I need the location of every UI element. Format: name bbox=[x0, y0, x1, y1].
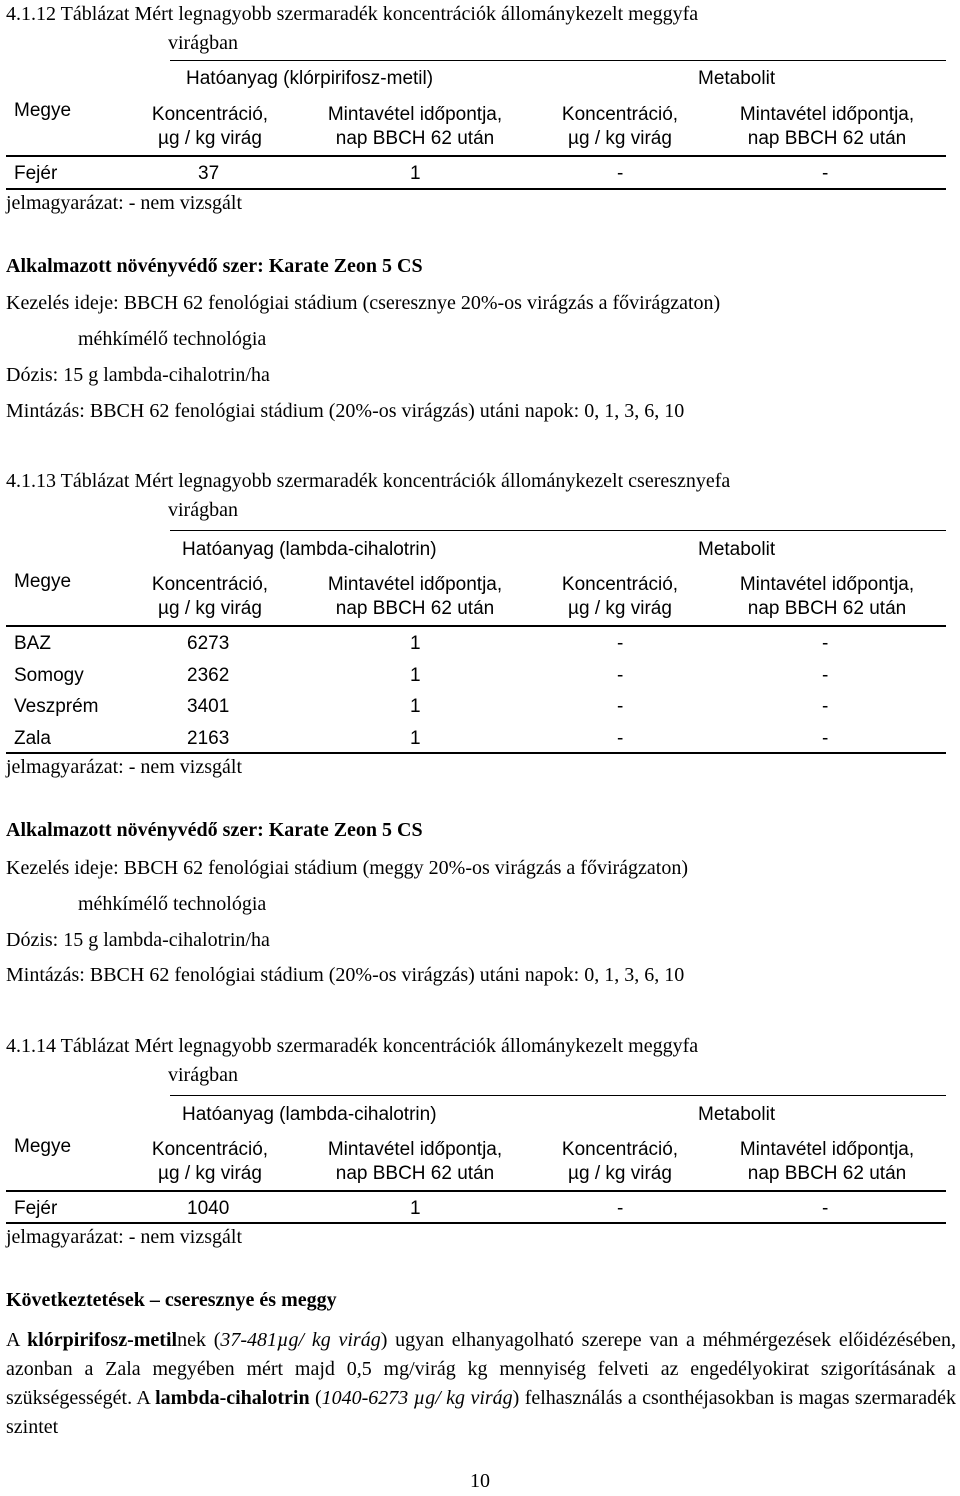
section1-heading: Alkalmazott növényvédő szer: Karate Zeon 5 CS bbox=[6, 255, 423, 277]
table1-group-left: Hatóanyag (klórpirifosz-metil) bbox=[186, 68, 434, 89]
table2-h-konc: Koncentráció, µg / kg virág bbox=[151, 574, 269, 619]
table3-header-rule bbox=[6, 1190, 946, 1192]
table1-h-met-konc: Koncentráció, µg / kg virág bbox=[561, 104, 679, 149]
table2-group-right: Metabolit bbox=[698, 539, 776, 560]
section2-mintazas: Mintázás: BBCH 62 fenológiai stádium (20%-os virágzás) utáni napok: 0, 1, 3, 6, 10 bbox=[6, 964, 685, 986]
conclusion-heading: Következtetések – cseresznye és meggy bbox=[6, 1289, 337, 1311]
table2-caption: 4.1.13 Táblázat Mért legnagyobb szermaradék koncentrációk állománykezelt cseresznyefa virágban bbox=[6, 470, 731, 521]
section2-technologia: méhkímélő technológia bbox=[78, 893, 267, 915]
table3-caption: 4.1.14 Táblázat Mért legnagyobb szermaradék koncentrációk állománykezelt meggyfa virágban bbox=[6, 1035, 699, 1086]
table2-legend: jelmagyarázat: - nem vizsgált bbox=[6, 756, 243, 778]
table1-h-met-mint: Mintavétel időpontja, nap BBCH 62 után bbox=[739, 104, 915, 149]
table3-h-met-mint: Mintavétel időpontja, nap BBCH 62 után bbox=[739, 1139, 915, 1184]
table1-header-rule bbox=[6, 155, 946, 157]
table3-h-mint: Mintavétel időpontja, nap BBCH 62 után bbox=[327, 1139, 503, 1184]
section1-mintazas: Mintázás: BBCH 62 fenológiai stádium (20%-os virágzás) utáni napok: 0, 1, 3, 6, 10 bbox=[6, 400, 685, 422]
table3-h-konc: Koncentráció, µg / kg virág bbox=[151, 1139, 269, 1184]
table1-legend: jelmagyarázat: - nem vizsgált bbox=[6, 192, 243, 214]
table1-h-konc: Koncentráció, µg / kg virág bbox=[151, 104, 269, 149]
table1-top-rule bbox=[170, 60, 946, 61]
section1-technologia: méhkímélő technológia bbox=[78, 328, 267, 350]
table3-top-rule bbox=[170, 1095, 946, 1096]
table1-col-megye: Megye bbox=[14, 100, 72, 121]
table2-col-megye: Megye bbox=[14, 571, 72, 592]
section2-kezeles: Kezelés ideje: BBCH 62 fenológiai stádium (meggy 20%-os virágzás a fővirágzaton) bbox=[6, 857, 689, 879]
page-number: 10 bbox=[470, 1470, 490, 1492]
section1-dozis: Dózis: 15 g lambda-cihalotrin/ha bbox=[6, 364, 270, 386]
table2-h-met-mint: Mintavétel időpontja, nap BBCH 62 után bbox=[739, 574, 915, 619]
section2-heading: Alkalmazott növényvédő szer: Karate Zeon 5 CS bbox=[6, 819, 423, 841]
table3-group-right: Metabolit bbox=[698, 1104, 776, 1125]
section1-kezeles: Kezelés ideje: BBCH 62 fenológiai stádium (cseresznye 20%-os virágzás a fővirágzaton) bbox=[6, 292, 721, 314]
table3-group-left: Hatóanyag (lambda-cihalotrin) bbox=[182, 1104, 437, 1125]
table2-header-rule bbox=[6, 625, 946, 627]
table3-col-megye: Megye bbox=[14, 1136, 72, 1157]
table2-h-mint: Mintavétel időpontja, nap BBCH 62 után bbox=[327, 574, 503, 619]
table3-legend: jelmagyarázat: - nem vizsgált bbox=[6, 1226, 243, 1248]
table3-h-met-konc: Koncentráció, µg / kg virág bbox=[561, 1139, 679, 1184]
table2-top-rule bbox=[170, 530, 946, 531]
table2-group-left: Hatóanyag (lambda-cihalotrin) bbox=[182, 539, 437, 560]
table1-group-right: Metabolit bbox=[698, 68, 776, 89]
conclusion-paragraph: A klórpirifosz-metilnek (37-481µg/ kg virág) ugyan elhanyagolható szerepe van a méhmérgezések előidézésében, azonban a Zala megyében mért majd 0,5 mg/virág kg mennyiség felveti az engedélyokirat szigorításának a szükségességét. A lambda-cihalotrin (1040-6273 µg/ kg virág) felhasználás a csonthéjasokban is magas szermaradék szintet bbox=[6, 1329, 956, 1438]
section2-dozis: Dózis: 15 g lambda-cihalotrin/ha bbox=[6, 929, 270, 951]
table1-h-mint: Mintavétel időpontja, nap BBCH 62 után bbox=[327, 104, 503, 149]
table1-caption: 4.1.12 Táblázat Mért legnagyobb szermaradék koncentrációk állománykezelt meggyfa virágban bbox=[6, 3, 699, 54]
table2-h-met-konc: Koncentráció, µg / kg virág bbox=[561, 574, 679, 619]
